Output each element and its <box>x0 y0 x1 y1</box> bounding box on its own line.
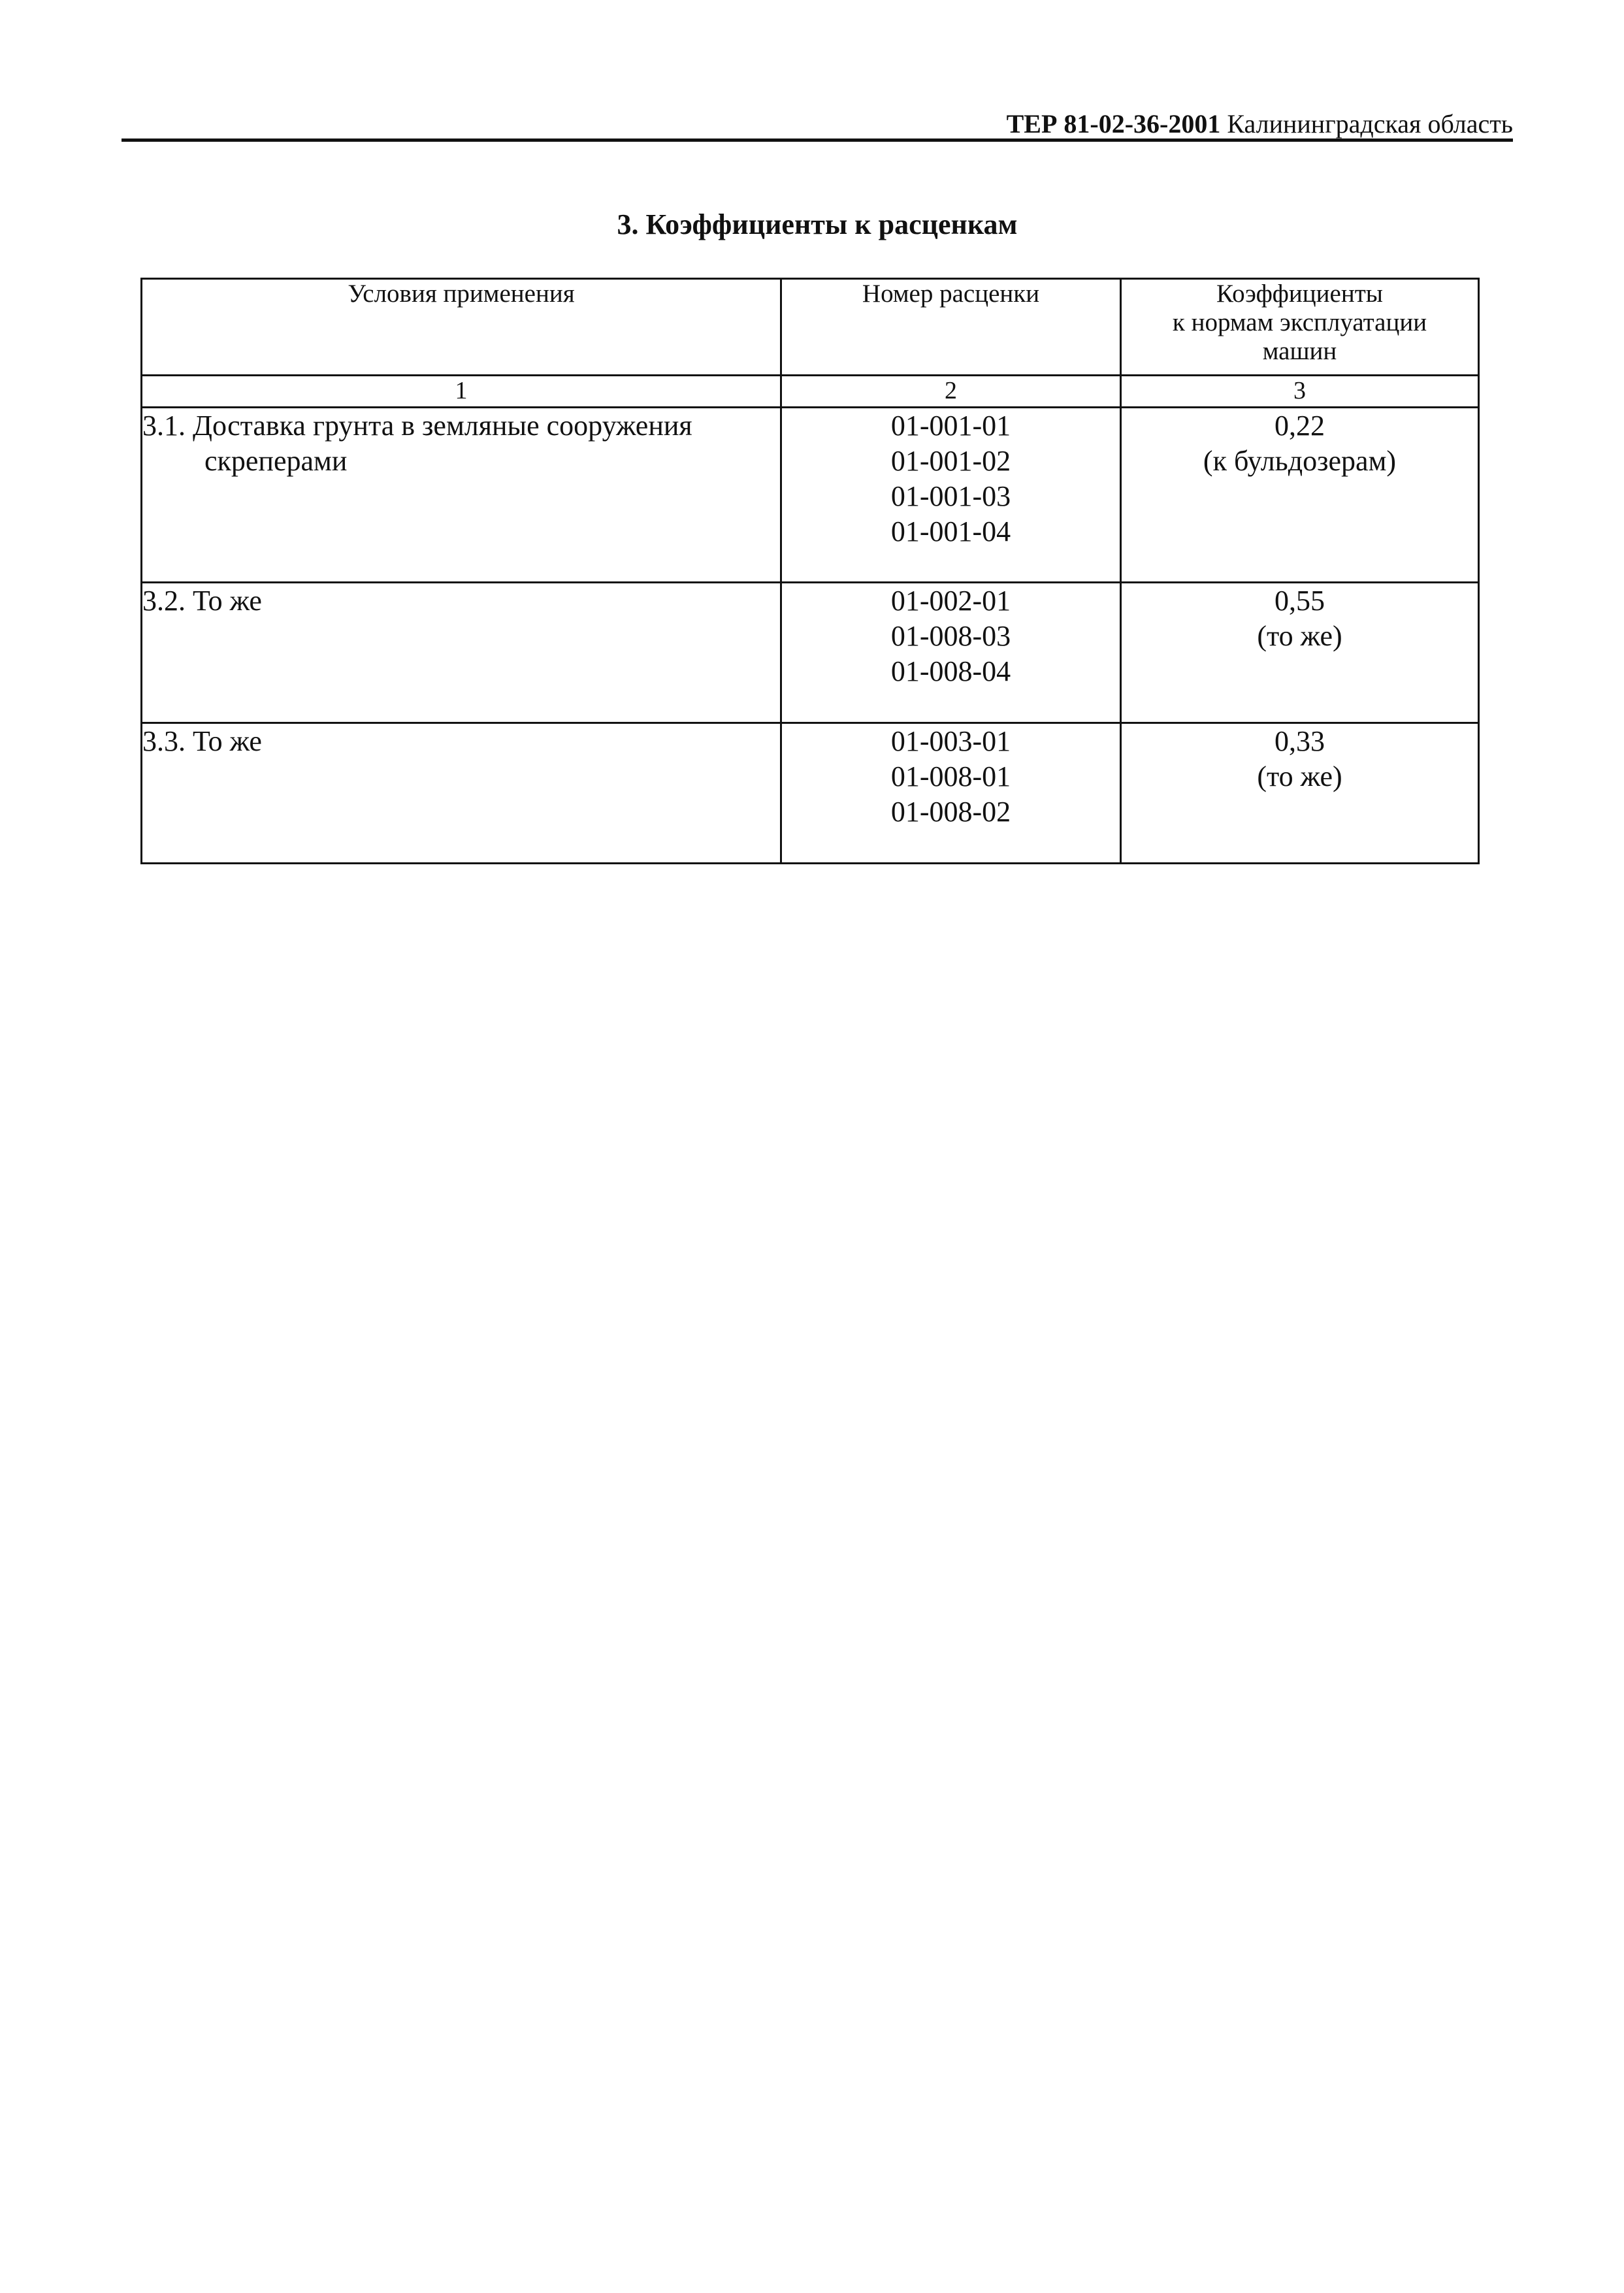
rate-code: 01-001-04 <box>890 515 1011 547</box>
column-number: 2 <box>781 376 1121 408</box>
rate-code: 01-001-02 <box>890 445 1011 477</box>
rate-code: 01-001-01 <box>890 410 1011 442</box>
running-header <box>122 105 1513 144</box>
rate-code: 01-008-02 <box>890 796 1011 828</box>
column-header-coefficients <box>1121 279 1479 376</box>
rate-code: 01-008-01 <box>890 760 1011 792</box>
table-row <box>142 723 1479 864</box>
coefficient-note: (то же) <box>1257 760 1342 792</box>
column-number-row <box>142 376 1479 408</box>
coefficient-cell <box>1121 583 1479 723</box>
header-rule <box>122 138 1513 142</box>
document-code: ТЕР 81-02-36-2001 <box>1006 109 1221 138</box>
rate-code: 01-003-01 <box>890 725 1011 757</box>
code-cell <box>781 723 1121 864</box>
condition-text: 3.1. Доставка грунта в земляные сооружения <box>142 410 692 442</box>
column-header-code: Номер расценки <box>781 279 1121 376</box>
region-name: Калининградская область <box>1227 109 1513 138</box>
column-header-line: машин <box>1262 337 1337 365</box>
rate-code: 01-008-03 <box>890 620 1011 652</box>
column-number: 3 <box>1121 376 1479 408</box>
coefficient-note: (то же) <box>1257 620 1342 652</box>
column-header-conditions: Условия применения <box>142 279 781 376</box>
condition-cell <box>142 408 781 583</box>
coefficient-cell <box>1121 723 1479 864</box>
condition-cell <box>142 723 781 864</box>
section-title: 3. Коэффициенты к расценкам <box>617 208 1018 240</box>
rate-code: 01-001-03 <box>890 480 1011 512</box>
coefficient-note: (к бульдозерам) <box>1203 445 1397 477</box>
condition-text: скреперами <box>204 445 348 477</box>
condition-text: 3.2. То же <box>142 585 262 617</box>
table-header-row <box>142 279 1479 376</box>
table-row <box>142 583 1479 723</box>
condition-text: 3.3. То же <box>142 725 262 757</box>
rate-code: 01-002-01 <box>890 585 1011 617</box>
coefficients-table <box>140 278 1480 864</box>
rate-code: 01-008-04 <box>890 655 1011 687</box>
coefficient-cell <box>1121 408 1479 583</box>
coefficient-value: 0,33 <box>1275 725 1325 757</box>
table-row <box>142 408 1479 583</box>
condition-cell <box>142 583 781 723</box>
code-cell <box>781 408 1121 583</box>
coefficient-value: 0,22 <box>1275 410 1325 442</box>
column-header-line: к нормам эксплуатации <box>1172 308 1427 336</box>
code-cell <box>781 583 1121 723</box>
coefficient-value: 0,55 <box>1275 585 1325 617</box>
column-number: 1 <box>142 376 781 408</box>
column-header-line: Коэффициенты <box>1216 280 1383 308</box>
